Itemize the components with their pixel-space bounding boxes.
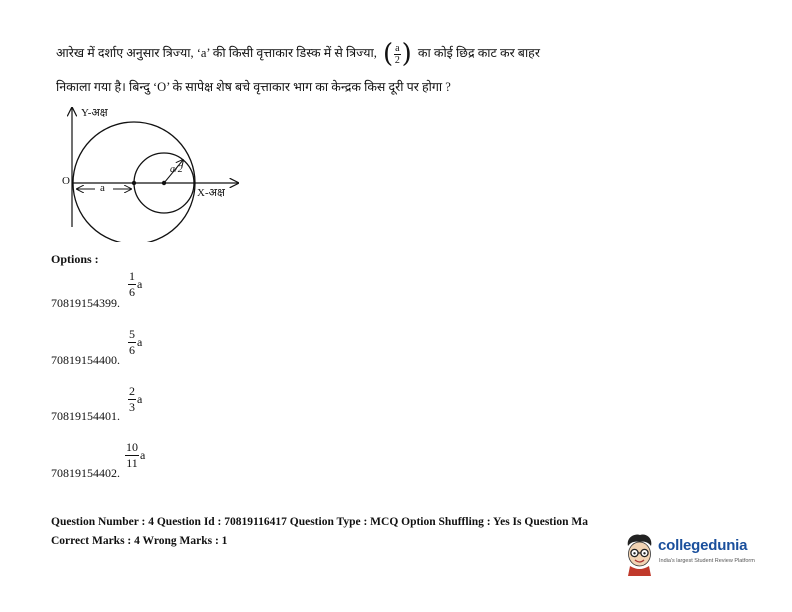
option-4-numerator: 10 (126, 440, 138, 454)
logo-tagline: India's largest Student Review Platform (659, 558, 755, 564)
option-3-fraction (128, 385, 142, 414)
option-1-variable: a (137, 277, 143, 291)
a-label: a (100, 182, 105, 194)
option-4-variable: a (140, 448, 146, 462)
question-meta-line1: Question Number : 4 Question Id : 70819116417 Question Type : MCQ Option Shuffling : Yes Is Question Ma (51, 516, 588, 528)
y-axis-label: Y-अक्ष (81, 107, 108, 119)
option-3-numerator: 2 (129, 384, 135, 398)
option-3-id[interactable]: 70819154401. (51, 409, 120, 423)
origin-label: O (62, 175, 70, 187)
option-2-variable: a (137, 335, 143, 349)
question-meta-line2: Correct Marks : 4 Wrong Marks : 1 (51, 535, 228, 547)
collegedunia-logo (622, 532, 772, 580)
option-3-denominator: 3 (129, 400, 135, 414)
option-2-fraction (128, 328, 142, 357)
inline-fraction-numerator: a (395, 42, 400, 54)
disc-figure (55, 102, 255, 242)
option-3-variable: a (137, 392, 143, 406)
option-2-id[interactable]: 70819154400. (51, 353, 120, 367)
inline-fraction-denominator: 2 (394, 54, 400, 66)
option-1-denominator: 6 (129, 285, 135, 299)
option-4-fraction (125, 441, 145, 470)
option-1-id[interactable]: 70819154399. (51, 296, 120, 310)
logo-name: collegedunia (658, 537, 748, 554)
question-line1-part1: आरेख में दर्शाए अनुसार त्रिज्या, ‘a’ की किसी वृत्ताकार डिस्क में से त्रिज्या, (56, 45, 377, 60)
option-1-numerator: 1 (129, 269, 135, 283)
large-center-dot (132, 181, 136, 185)
option-1-fraction (128, 270, 142, 299)
question-text-line1 (56, 41, 540, 67)
option-2-numerator: 5 (129, 327, 135, 341)
radius-label: a/2 (170, 164, 183, 175)
x-axis-label: X-अक्ष (197, 187, 225, 199)
inline-fraction: ( $\frac{a}{2}$ ) (382, 39, 412, 69)
mascot-icon (622, 532, 656, 576)
option-4-denominator: 11 (126, 456, 138, 470)
question-text-line2: निकाला गया है। बिन्दु ‘O’ के सापेक्ष शेष बचे वृत्ताकार भाग का केन्द्रक किस दूरी पर होगा ? (56, 80, 451, 94)
option-4-id[interactable]: 70819154402. (51, 466, 120, 480)
question-line1-part2: का कोई छिद्र काट कर बाहर (417, 45, 540, 60)
option-2-denominator: 6 (129, 343, 135, 357)
options-heading: Options : (51, 252, 99, 266)
